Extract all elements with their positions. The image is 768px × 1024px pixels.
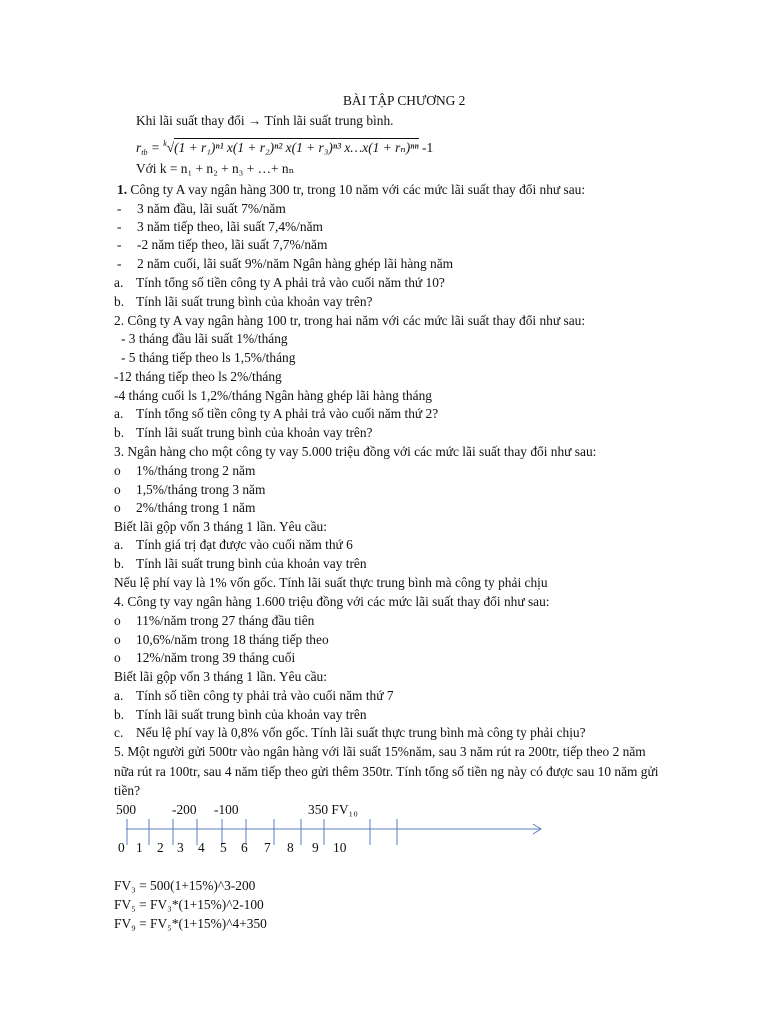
- fee-note: Nếu lệ phí vay là 1% vốn gốc. Tính lãi suất thực trung bình mà công ty phải chịu: [114, 575, 548, 590]
- question-text: Tính tổng số tiền công ty A phải trả vào cuối năm thứ 10?: [136, 275, 445, 290]
- tick-label: 0: [118, 840, 125, 855]
- tick-label: 6: [241, 840, 248, 855]
- tick-label: 3: [177, 840, 184, 855]
- list-item-text: 11%/năm trong 27 tháng đầu tiên: [136, 613, 315, 628]
- intro-line: Khi lãi suất thay đổi → Tính lãi suất trung bình.: [136, 113, 394, 128]
- page-title: BÀI TẬP CHƯƠNG 2: [343, 93, 466, 108]
- tick-label: 8: [287, 840, 294, 855]
- dash-marker: -: [117, 256, 122, 271]
- list-item: - 3 tháng đầu lãi suất 1%/tháng: [121, 331, 288, 346]
- dash-marker: -: [117, 219, 122, 234]
- question-text: Tính lãi suất trung bình của khoản vay trên: [136, 556, 367, 571]
- dash-marker: -: [117, 237, 122, 252]
- list-item: -12 tháng tiếp theo ls 2%/tháng: [114, 369, 282, 384]
- list-item-text: 3 năm tiếp theo, lãi suất 7,4%/năm: [137, 219, 323, 234]
- list-item: - 5 tháng tiếp theo ls 1,5%/tháng: [121, 350, 296, 365]
- tick-label: 2: [157, 840, 164, 855]
- question-marker: b.: [114, 707, 125, 722]
- list-item-text: 2 năm cuối, lãi suất 9%/năm Ngân hàng ghép lãi hàng năm: [137, 256, 454, 271]
- problem-5-line-1: 5. Một người gửi 500tr vào ngân hàng với lãi suất 15%năm, sau 3 năm rút ra 200tr, tiếp theo 2 năm: [114, 744, 646, 759]
- question-text: Tính lãi suất trung bình của khoản vay trên?: [136, 294, 373, 309]
- list-item-text: 1,5%/tháng trong 3 năm: [136, 482, 266, 497]
- dash-marker: -: [117, 201, 122, 216]
- question-marker: a.: [114, 275, 124, 290]
- problem-4-text: 4. Công ty vay ngân hàng 1.600 triệu đồng với các mức lãi suất thay đổi như sau:: [114, 594, 550, 609]
- problem-1-number: 1.: [117, 182, 128, 197]
- formula-eq: =: [150, 140, 160, 155]
- circle-bullet-icon: o: [114, 500, 121, 515]
- radical-icon: √: [166, 140, 175, 155]
- list-item-text: -2 năm tiếp theo, lãi suất 7,7%/năm: [137, 237, 328, 252]
- formula-lhs: r: [136, 140, 142, 155]
- formula-suffix: -1: [421, 140, 434, 155]
- question-marker: a.: [114, 406, 124, 421]
- cash-flow-amount: -200: [172, 802, 197, 817]
- cash-flow-amount: 500: [116, 802, 137, 817]
- tick-label: 1: [136, 840, 143, 855]
- calc-line: FV₉ = FV₅*(1+15%)^4+350: [114, 916, 267, 931]
- requirement-line: Biết lãi gộp vốn 3 tháng 1 lần. Yêu cầu:: [114, 669, 327, 684]
- list-item-text: 2%/tháng trong 1 năm: [136, 500, 256, 515]
- question-text: Tính lãi suất trung bình của khoản vay trên?: [136, 425, 373, 440]
- tick-label: 4: [198, 840, 205, 855]
- list-item-text: 12%/năm trong 39 tháng cuối: [136, 650, 296, 665]
- question-marker: b.: [114, 556, 125, 571]
- calc-line: FV₃ = 500(1+15%)^3-200: [114, 878, 256, 893]
- circle-bullet-icon: o: [114, 613, 121, 628]
- requirement-line: Biết lãi gộp vốn 3 tháng 1 lần. Yêu cầu:: [114, 519, 327, 534]
- formula-body: (1 + r₁)ⁿ¹ x(1 + r₂)ⁿ² x(1 + r₃)ⁿ³ x…x(1 + rₙ)ⁿⁿ: [174, 140, 419, 155]
- tick-label: 10: [333, 840, 347, 855]
- list-item-text: 1%/tháng trong 2 năm: [136, 463, 256, 478]
- cash-flow-amount: -100: [214, 802, 239, 817]
- problem-3-text: 3. Ngân hàng cho một công ty vay 5.000 triệu đồng với các mức lãi suất thay đổi như sau:: [114, 444, 597, 459]
- question-text: Nếu lệ phí vay là 0,8% vốn gốc. Tính lãi suất thực trung bình mà công ty phải chịu?: [136, 725, 586, 740]
- circle-bullet-icon: o: [114, 650, 121, 665]
- problem-1-text: Công ty A vay ngân hàng 300 tr, trong 10 năm với các mức lãi suất thay đổi như sau:: [130, 182, 586, 197]
- k-definition: Với k = n₁ + n₂ + n₃ + …+ nₙ: [136, 161, 295, 176]
- circle-bullet-icon: o: [114, 482, 121, 497]
- tick-label: 9: [312, 840, 319, 855]
- question-text: Tính tổng số tiền công ty A phải trả vào cuối năm thứ 2?: [136, 406, 439, 421]
- question-marker: a.: [114, 688, 124, 703]
- circle-bullet-icon: o: [114, 632, 121, 647]
- question-marker: b.: [114, 425, 125, 440]
- question-marker: b.: [114, 294, 125, 309]
- question-text: Tính số tiền công ty phải trả vào cuối năm thứ 7: [136, 688, 394, 703]
- question-text: Tính lãi suất trung bình của khoản vay trên: [136, 707, 367, 722]
- formula-lhs-sub: tb: [141, 148, 148, 157]
- circle-bullet-icon: o: [114, 463, 121, 478]
- problem-5-line-3: tiền?: [114, 783, 141, 798]
- list-item-text: 3 năm đầu, lãi suất 7%/năm: [137, 201, 286, 216]
- problem-2-text: 2. Công ty A vay ngân hàng 100 tr, trong hai năm với các mức lãi suất thay đổi như sau:: [114, 313, 586, 328]
- list-item-text: 10,6%/năm trong 18 tháng tiếp theo: [136, 632, 329, 647]
- formula-root-index: k: [163, 139, 167, 148]
- tick-label: 7: [264, 840, 271, 855]
- cash-flow-amount: 350 FV₁₀: [308, 802, 358, 817]
- list-item: -4 tháng cuối ls 1,2%/tháng Ngân hàng ghép lãi hàng tháng: [114, 388, 432, 403]
- question-marker: a.: [114, 537, 124, 552]
- question-text: Tính giá trị đạt được vào cuối năm thứ 6: [136, 537, 353, 552]
- question-marker: c.: [114, 725, 124, 740]
- calc-line: FV₅ = FV₃*(1+15%)^2-100: [114, 897, 264, 912]
- problem-5-line-2: nữa rút ra 100tr, sau 4 năm tiếp theo gửi thêm 350tr. Tính tổng số tiền ng này có được sau 10 năm gửi: [114, 764, 659, 779]
- tick-label: 5: [220, 840, 227, 855]
